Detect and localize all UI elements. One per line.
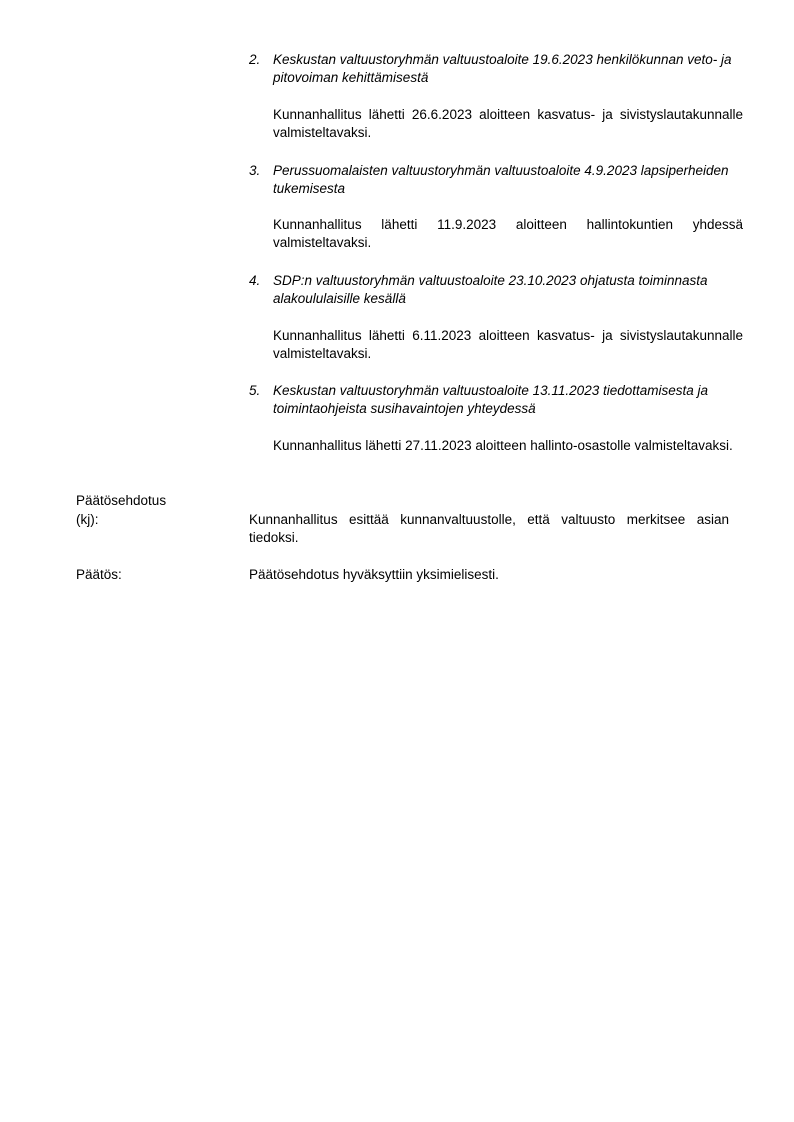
item-body: Kunnanhallitus lähetti 11.9.2023 aloitteen hallintokuntien yhdessä valmisteltavaksi. [273,217,743,250]
decision-label: Päätös: [76,567,122,582]
proposal-label: Päätösehdotus [76,493,167,508]
proposal-label-sub: (kj): [76,512,99,527]
item-number: 5. [249,383,261,398]
item-number: 3. [249,163,261,178]
item-title: Keskustan valtuustoryhmän valtuustoaloite 13.11.2023 tiedottamisesta ja toimintaohjeista susihavaintojen yhteydessä [273,383,709,416]
item-body: Kunnanhallitus lähetti 6.11.2023 aloitteen kasvatus- ja sivistyslautakunnalle valmisteltavaksi. [273,328,743,361]
item-title: Perussuomalaisten valtuustoryhmän valtuustoaloite 4.9.2023 lapsiperheiden tukemisesta [273,163,729,196]
proposal-text: Kunnanhallitus esittää kunnanvaltuustolle, että valtuusto merkitsee asian tiedoksi. [249,512,729,545]
item-title: SDP:n valtuustoryhmän valtuustoaloite 23.10.2023 ohjatusta toiminnasta alakoululaisille kesällä [273,273,708,306]
decision-text: Päätösehdotus hyväksyttiin yksimielisesti. [249,567,499,582]
item-body: Kunnanhallitus lähetti 26.6.2023 aloitteen kasvatus- ja sivistyslautakunnalle valmisteltavaksi. [273,107,743,140]
item-number: 4. [249,273,261,288]
item-body: Kunnanhallitus lähetti 27.11.2023 aloitteen hallinto-osastolle valmisteltavaksi. [273,438,733,453]
item-title: Keskustan valtuustoryhmän valtuustoaloite 19.6.2023 henkilökunnan veto- ja pitovoiman kehittämisestä [273,52,732,85]
item-number: 2. [249,52,261,67]
